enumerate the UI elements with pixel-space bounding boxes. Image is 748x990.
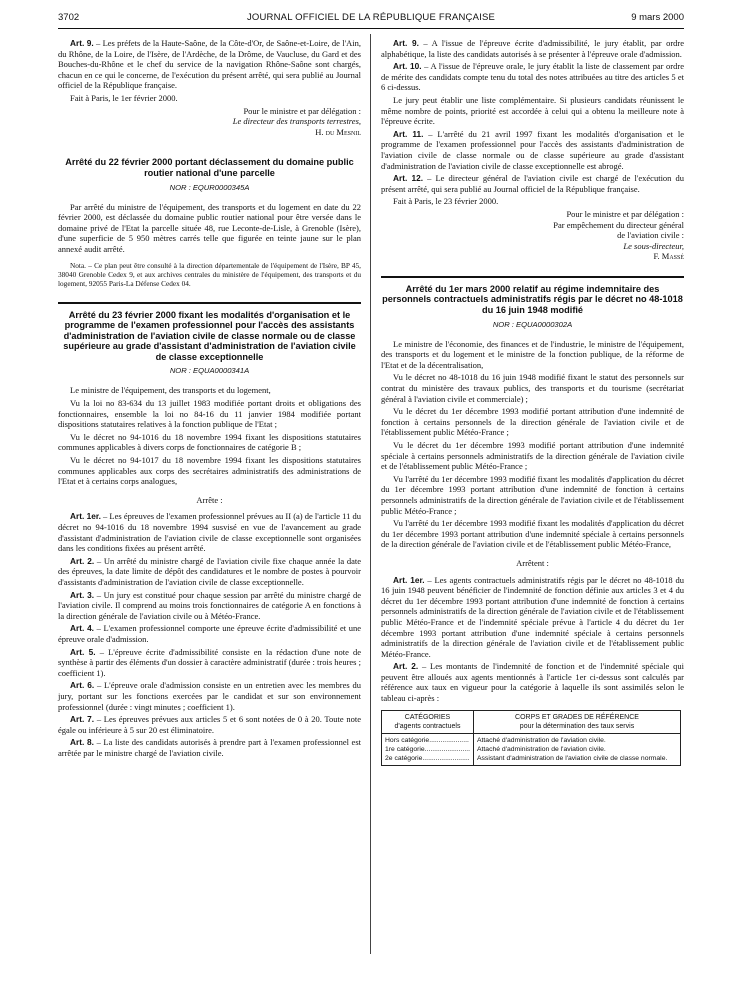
article-text: – Les montants de l'indemnité de fonction et de l'indemnité spéciale qui peuvent être alloués aux agents mentionnés à l'article 1er ci-dessus sont calculés par référence aux taux en vigueur pour la catégorie à laquelle ils sont assimilés selon le tableau ci-après :	[381, 661, 684, 704]
signature-line: Par empêchement du directeur général	[553, 219, 684, 230]
article-5	[58, 647, 361, 679]
arrete-title: Arrêté du 23 février 2000 fixant les modalités d'organisation et le programme de l'examen professionnel pour l'accès des assistants d'administration de l'aviation civile de classe normale ou de classe supérieure au grade d'assistant d'administration de l'aviation civile de classe exceptionnelle	[63, 309, 356, 362]
article-text: – Les épreuves de l'examen professionnel prévues au II (a) de l'article 11 du décret no 94-1016 du 18 novembre 1994 susvisé en vue de l'avancement au grade d'assistant d'administration de l'aviation civile de classe exceptionnelle sont organisées dans les conditions fixées au présent arrêté.	[58, 511, 361, 554]
signature-title: Le directeur des transports terrestres,	[232, 116, 361, 127]
category-label: 2e catégorie.........................	[385, 754, 470, 762]
page-header	[58, 12, 684, 28]
category-label: Hors catégorie.....................	[385, 736, 469, 744]
reference-cell	[474, 733, 681, 765]
article-text: – Les agents contractuels administratifs régis par le décret no 48-1018 du 16 juin 1948 peuvent bénéficier de l'indemnité de fonction définie aux articles 3 et 4 du décret du 1er décembre 1993 portant attribution d'une indemnité de fonction à certains personnels administratifs de la direction générale de l'aviation civile et de l'établissement public Météo-France et de l'indemnité spéciale prévue à l'article 4 du décret du 1er décembre 1993 portant attribution d'une indemnité spéciale à certains personnels administratifs de la direction générale de l'aviation civile et de l'établissement public Météo-France.	[381, 574, 684, 659]
article-label: Art. 3.	[70, 589, 95, 600]
paragraph: Le ministre de l'équipement, des transports et du logement,	[70, 385, 271, 396]
table-header-row	[382, 710, 681, 733]
journal-title: JOURNAL OFFICIEL DE LA RÉPUBLIQUE FRANÇAISE	[246, 12, 496, 23]
nota-note: Nota. – Ce plan peut être consulté à la direction départementale de l'équipement de l'Isère, BP 45, 38040 Grenoble Cedex 9, et aux archives centrales du ministère de l'équipement, des transports et du logement, 92055 Paris-La Défense Cedex 04.	[58, 260, 361, 288]
nor-reference	[58, 366, 361, 375]
article-4	[58, 623, 361, 644]
article-label: Art. 9.	[393, 38, 419, 48]
article-text: – L'arrêté du 21 avril 1997 fixant les modalités d'organisation et le programme de l'examen professionnel pour l'accès des assistants d'administration de l'aviation civile de classe normale ou de classe supérieure au grade d'assistant d'administration de l'aviation civile de classe exceptionnelle est abrogé.	[381, 128, 685, 171]
paragraph: Vu le décret no 48-1018 du 16 juin 1948 modifié fixant le statut des personnels sur contrat du ministère des travaux publics, des transports et du tourisme (secrétariat général à l'aviation civile et commerciale) ;	[381, 372, 684, 404]
article-label: Art. 10.	[393, 61, 422, 72]
article-text: – Les épreuves prévues aux articles 5 et 6 sont notées de 0 à 20. Toute note égale ou inférieure à 5 sur 20 est éliminatoire.	[58, 714, 362, 735]
article-9	[381, 38, 684, 59]
article-label: Art. 8.	[70, 737, 94, 748]
category-cell	[382, 733, 474, 765]
nor-text: NOR : EQUA0000302A	[492, 319, 573, 329]
article-7	[58, 714, 361, 735]
header-subtext: pour la détermination des taux servis	[519, 722, 635, 730]
fait-line: Fait à Paris, le 1er février 2000.	[70, 92, 178, 103]
article-text: – Le directeur général de l'aviation civile est chargé de l'exécution du présent arrêté, qui sera publié au Journal officiel de la République française.	[381, 173, 685, 194]
article-text: – L'épreuve orale d'admission consiste en un entretien avec les membres du jury, portant sur les fonctions exercées par le candidat et sur son environnement professionnel (durée : vingt minutes ; coefficient 1).	[58, 680, 361, 712]
article-label: Art. 4.	[70, 623, 94, 634]
arrete-heading: Arrête :	[196, 494, 223, 505]
article-text: – La liste des candidats autorisés à prendre part à l'examen professionnel est arrêtée par le ministre chargé de l'aviation civile.	[58, 737, 361, 758]
article-text: – A l'issue de l'épreuve orale, le jury établit la liste de classement par ordre de mérite des candidats compte tenu du total des notes attribuées au titre des articles 5 et 6 ci-dessus.	[381, 61, 684, 93]
signature-name: H. du Mesnil	[315, 126, 361, 137]
table-header-cell	[474, 710, 681, 733]
header-subtext: d'agents contractuels	[394, 722, 461, 730]
article-12	[381, 173, 684, 194]
signature-line: Pour le ministre et par délégation :	[243, 105, 361, 116]
reference-table	[381, 710, 681, 766]
paragraph: Vu le décret du 1er décembre 1993 modifié portant attribution d'une indemnité de fonction à certains personnels de la direction générale de l'aviation civile et de l'établissement public Météo-France ;	[381, 406, 684, 438]
fait-line: Fait à Paris, le 23 février 2000.	[393, 196, 499, 207]
nor-reference	[58, 183, 361, 192]
article-text: – L'examen professionnel comporte une épreuve écrite d'admissibilité et une épreuve orale d'admission.	[58, 623, 361, 644]
arretent-heading: Arrêtent :	[516, 557, 549, 568]
article-label: Art. 5.	[70, 646, 96, 657]
article-8	[58, 737, 361, 758]
article-label: Art. 1er.	[393, 574, 425, 585]
left-column	[58, 38, 361, 760]
nor-text: NOR : EQUA0000341A	[169, 366, 250, 376]
article-label: Art. 2.	[393, 661, 419, 672]
arrete-title: Arrêté du 22 février 2000 portant déclassement du domaine public routier national d'une parcelle	[65, 157, 354, 178]
paragraph: Le jury peut établir une liste complémentaire. Si plusieurs candidats réunissent le même nombre de points, priorité est accordée à celui qui a obtenu la meilleure note à l'épreuve écrite.	[381, 94, 684, 127]
article-3	[58, 590, 361, 622]
paragraph: Par arrêté du ministre de l'équipement, des transports et du logement en date du 22 février 2000, est déclassée du domaine public routier national pour être versée dans le domaine privé de l'Etat la parcelle située 48, rue Leconte-de-Lisle, à Grenoble (Isère), d'une superficie de 5 950 mètres carrés telle que figurée en teinte jaune sur le plan annexé audit arrêté.	[58, 201, 361, 254]
signature-name: F. Massé	[653, 251, 684, 262]
nor-text: NOR : EQUR0000345A	[169, 182, 250, 192]
paragraph: Vu l'arrêté du 1er décembre 1993 modifié fixant les modalités d'application du décret du 1er décembre 1993 portant attribution d'une indemnité spéciale à certains personnels de la direction générale de l'aviation civile et de l'établissement public Météo-France,	[381, 518, 684, 550]
article-text: – Un jury est constitué pour chaque session par arrêté du ministre chargé de l'aviation civile. Il comprend au moins trois fonctionnaires de catégorie A en fonctions à la direction générale de l'aviation civile ou à Météo-France.	[58, 589, 361, 621]
paragraph: Vu la loi no 83-634 du 13 juillet 1983 modifiée portant droits et obligations des fonctionnaires, ensemble la loi no 84-16 du 11 janvier 1984 modifiée portant dispositions statutaires relatives à la fonction publique de l'Etat ;	[58, 398, 361, 430]
article-text: – Les préfets de la Haute-Saône, de la Côte-d'Or, de Saône-et-Loire, de l'Ain, du Rhône, de la Loire, de l'Isère, de l'Ardèche, de la Drôme, de Vaucluse, du Gard et des Bouches-du-Rhône et le chef du service de la navigation Rhône-Saône sont chargés, chacun en ce qui le concerne, de l'exécution du présent arrêté, qui sera publié au Journal officiel de la République française.	[58, 38, 361, 91]
article-6	[58, 680, 361, 712]
table-row	[382, 733, 681, 765]
nor-reference	[381, 320, 684, 329]
reference-label: Attaché d'administration de l'aviation civile.	[477, 736, 606, 744]
header-text: CATÉGORIES	[404, 713, 451, 721]
paragraph: Vu l'arrêté du 1er décembre 1993 modifié fixant les modalités d'application du décret du 1er décembre 1993 portant attribution d'une indemnité de fonction à certains personnels administratifs de la direction générale de l'aviation civile et de l'établissement public Météo-France ;	[381, 473, 684, 516]
article-2	[381, 661, 684, 703]
article-11	[381, 129, 684, 171]
paragraph: Vu le décret no 94-1016 du 18 novembre 1994 fixant les dispositions statutaires communes applicables à divers corps de fonctionnaires de catégorie B ;	[58, 431, 361, 453]
table-header-cell	[382, 710, 474, 733]
section-rule	[381, 276, 684, 278]
article-10	[381, 61, 684, 93]
signature-line: de l'aviation civile :	[617, 230, 684, 241]
article-2	[58, 556, 361, 588]
issue-date: 9 mars 2000	[631, 12, 684, 23]
right-column	[381, 38, 684, 766]
reference-label: Attaché d'administration de l'aviation civile.	[477, 745, 606, 753]
article-label: Art. 6.	[70, 680, 95, 691]
article-label: Art. 12.	[393, 173, 424, 184]
column-divider	[370, 34, 371, 954]
article-9	[58, 38, 361, 91]
page-number: 3702	[58, 12, 80, 23]
reference-label: Assistant d'administration de l'aviation civile de classe normale.	[477, 754, 668, 762]
article-label: Art. 9.	[70, 38, 94, 48]
paragraph: Vu le décret du 1er décembre 1993 modifié portant attribution d'une indemnité spéciale à certains personnels administratifs de la direction générale de l'aviation civile et de l'établissement public Météo-France ;	[381, 440, 684, 472]
section-rule	[58, 302, 361, 304]
article-text: – A l'issue de l'épreuve écrite d'admissibilité, le jury établit, par ordre alphabétique, la liste des candidats autorisés à se présenter à l'épreuve orale d'admission.	[381, 38, 685, 59]
article-text: – L'épreuve écrite d'admissibilité consiste en la rédaction d'une note de synthèse à partir des éléments d'un dossier à caractère administratif (durée : trois heures ; coefficient 1).	[58, 646, 362, 678]
signature-title: Le sous-directeur,	[623, 240, 684, 251]
article-text: – Un arrêté du ministre chargé de l'aviation civile fixe chaque année la date des épreuves, la date limite de dépôt des candidatures et le nombre de postes à pourvoir d'assistants d'administration de l'aviation civile de classe exceptionnelle.	[58, 555, 361, 587]
header-text: CORPS ET GRADES DE RÉFÉRENCE	[515, 713, 639, 721]
arrete-title: Arrêté du 1er mars 2000 relatif au régime indemnitaire des personnels contractuels administratifs régis par le décret no 48-1018 du 16 juin 1948 modifié	[382, 283, 683, 316]
signature-line: Pour le ministre et par délégation :	[566, 208, 684, 219]
article-1	[58, 511, 361, 553]
article-label: Art. 1er.	[70, 511, 101, 522]
category-label: 1re catégorie........................	[385, 745, 470, 753]
paragraph: Vu le décret no 94-1017 du 18 novembre 1994 fixant les dispositions statutaires communes applicables aux corps des secrétaires administratifs des administrations de l'Etat et à certains corps analogues,	[58, 455, 361, 487]
article-label: Art. 7.	[70, 714, 95, 725]
article-1	[381, 575, 684, 660]
header-rule	[58, 28, 684, 29]
article-label: Art. 11.	[393, 128, 424, 139]
paragraph: Le ministre de l'économie, des finances et de l'industrie, le ministre de l'équipement, des transports et du logement et le ministre de la fonction publique, de la réforme de l'Etat et de la décentralisation,	[381, 338, 684, 370]
article-label: Art. 2.	[70, 555, 95, 566]
